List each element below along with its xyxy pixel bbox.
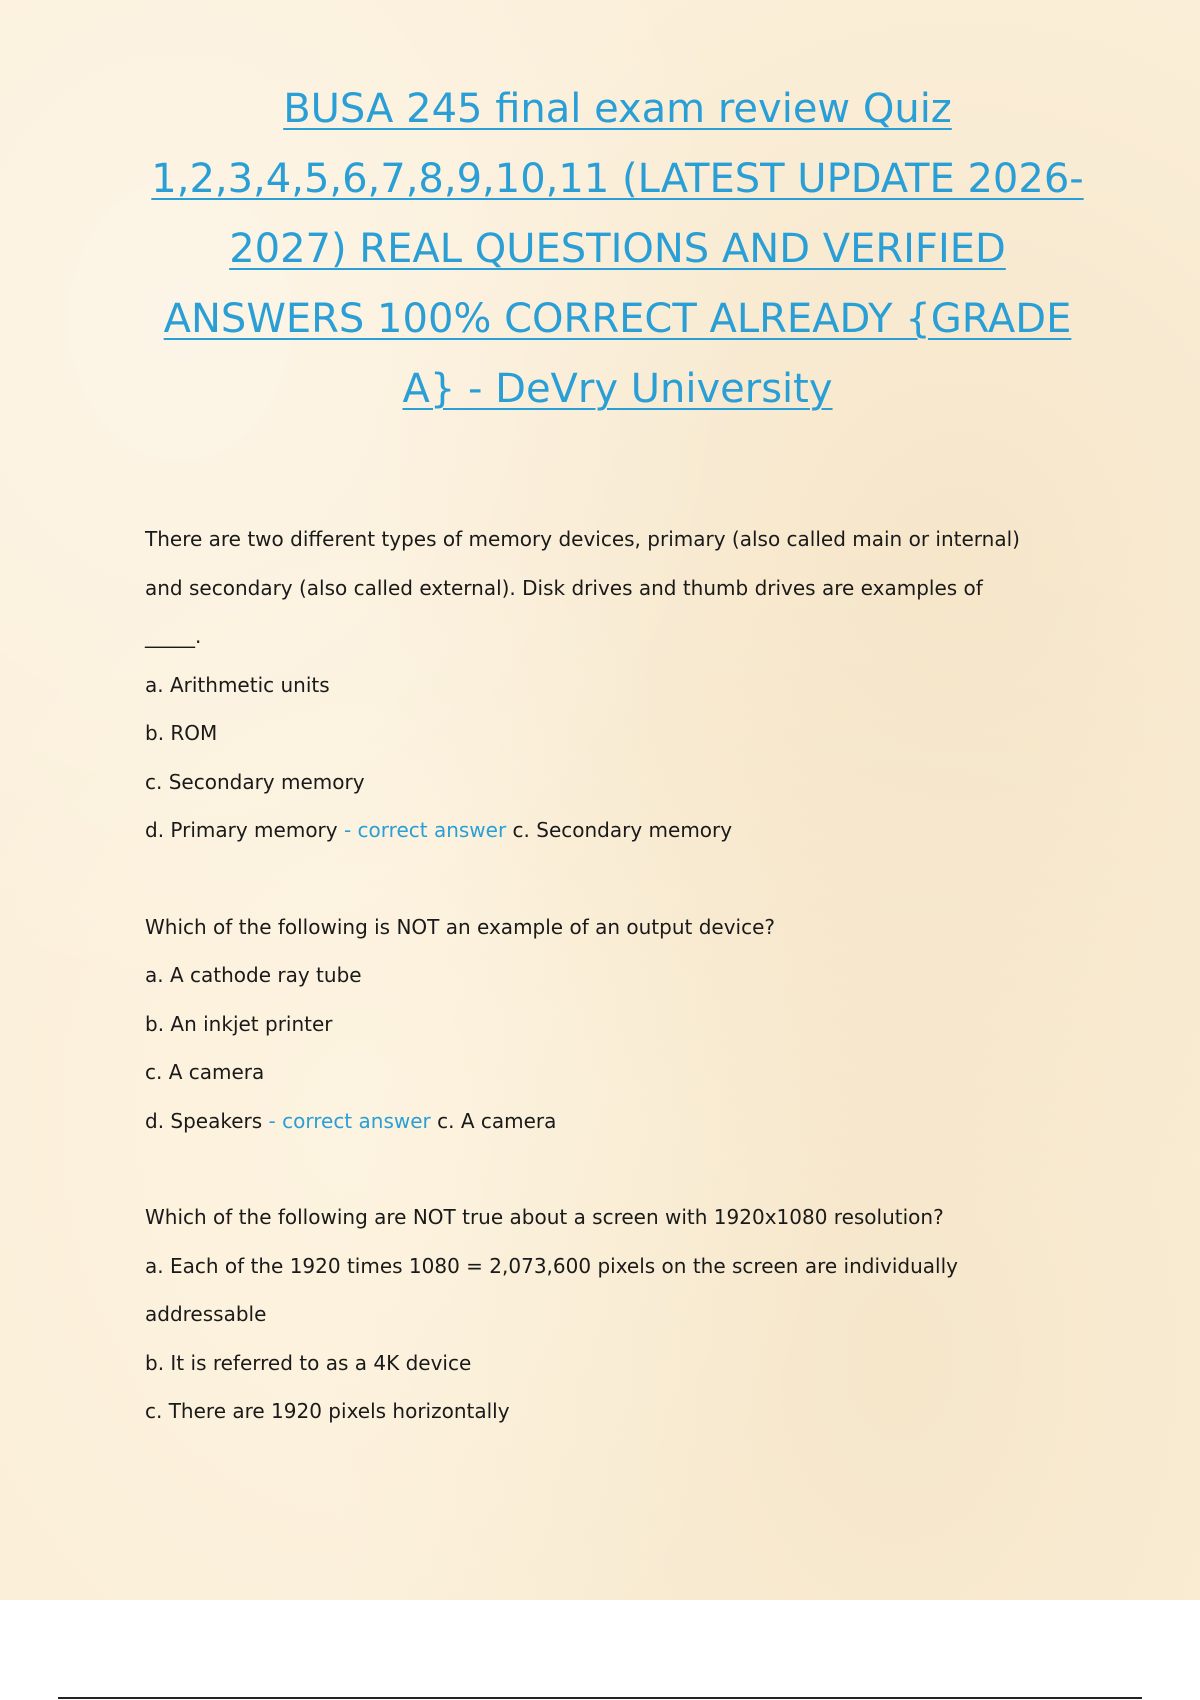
correct-answer-tag: - correct answer [343, 818, 507, 842]
correct-answer-tag: - correct answer [268, 1108, 431, 1133]
option-b: b. ROM [145, 721, 218, 745]
option-b: b. It is referred to as a 4K device [145, 1350, 472, 1375]
option-d: d. Primary memory [145, 818, 338, 842]
question-stem: There are two different types of memory devices, primary (also called main or internal) and secondary (also called external). Disk drives and thumb drives are examples of _____. [145, 527, 1020, 648]
document-title[interactable]: BUSA 245 final exam review Quiz 1,2,3,4,5,6,7,8,9,10,11 (LATEST UPDATE 2026-2027) REAL QUESTIONS AND VERIFIED ANSWERS 100% CORRECT ALREADY {GRADE A} - DeVry University [151, 86, 1084, 412]
option-c: c. A camera [145, 1060, 265, 1084]
option-a: a. Arithmetic units [145, 672, 330, 697]
correct-answer: c. A camera [437, 1108, 557, 1133]
question-stem: Which of the following are NOT true about a screen with 1920x1080 resolution? [145, 1205, 944, 1229]
question-1 [145, 515, 1045, 855]
option-d-with-answer [145, 806, 1045, 855]
option-c: c. Secondary memory [145, 769, 365, 794]
option-d: d. Speakers [145, 1108, 263, 1133]
option-d-with-answer [145, 1097, 1045, 1146]
option-c: c. There are 1920 pixels horizontally [145, 1399, 510, 1423]
question-2 [145, 903, 1045, 1146]
footer-divider [58, 1697, 1142, 1699]
question-stem: Which of the following is NOT an example of an output device? [145, 914, 776, 939]
option-b: b. An inkjet printer [145, 1011, 333, 1036]
correct-answer: c. Secondary memory [512, 818, 733, 842]
question-list [145, 515, 1045, 1484]
option-a: a. A cathode ray tube [145, 963, 362, 987]
question-3 [145, 1193, 1045, 1436]
option-a: a. Each of the 1920 times 1080 = 2,073,600 pixels on the screen are individually addressable [145, 1253, 958, 1326]
